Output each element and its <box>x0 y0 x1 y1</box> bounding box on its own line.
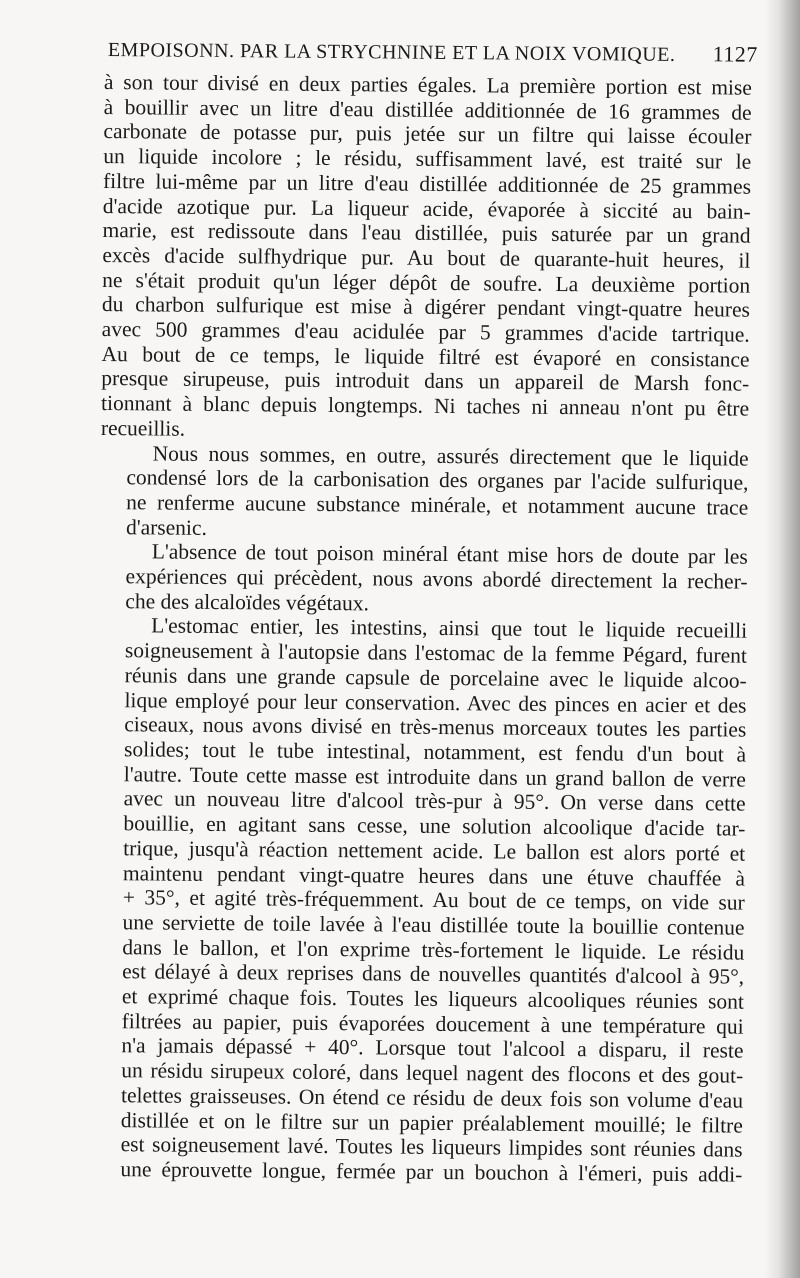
text-line: maintenu pendant vingt-quatre heures dans une étuve chauffée à <box>122 860 746 891</box>
text-line: bouillie, en agitant sans cesse, une solution alcoolique d'acide tar- <box>123 811 746 841</box>
text-line: expériences qui précèdent, nous avons abordé directement la recher- <box>125 564 748 594</box>
text-line: Nous nous sommes, en outre, assurés directement que le liquide <box>152 440 749 471</box>
text-line: réunis dans une grande capsule de porcelaine avec le liquide alcoo- <box>124 663 747 693</box>
text-line: ciseaux, nous avons divisé en très-menus morceaux toutes les parties <box>124 712 747 742</box>
text-line: à bouillir avec un litre d'eau distillée additionnée de 16 grammes de <box>103 94 752 125</box>
text-line: du charbon sulfurique est mise à digérer pendant vingt-quatre heures <box>101 292 751 322</box>
page-number: 1127 <box>712 41 758 67</box>
text-line: distillée et on le filtre sur un papier préalablement mouillé; le filtre <box>120 1107 743 1138</box>
paragraph <box>99 539 748 619</box>
text-line: d'acide azotique pur. La liqueur acide, évaporée à siccité au bain- <box>102 193 751 224</box>
text-line: un liquide incolore ; le résidu, suffisamment lavé, est traité sur le <box>103 144 752 174</box>
text-line: condensé lors de la carbonisation des organes par l'acide sulfurique, <box>126 465 749 495</box>
text-line: carbonate de potasse pur, puis jetée sur un filtre qui laisse écouler <box>103 119 752 150</box>
paragraph <box>101 70 752 446</box>
text-line: L'estomac entier, les intestins, ainsi que tout le liquide recueilli <box>151 613 748 644</box>
text-line: à son tour divisé en deux parties égales. La première portion est mise <box>103 70 752 100</box>
text-line: dans le ballon, et l'on exprime très-fortement le liquide. Le résidu <box>122 934 745 965</box>
text-line: une éprouvette longue, fermée par un bouchon à l'émeri, puis addi- <box>120 1157 743 1187</box>
text-line: trique, jusqu'à réaction nettement acide. Le ballon est alors porté et <box>123 835 746 866</box>
text-line: une serviette de toile lavée à l'eau distillée toute la bouillie contenue <box>122 910 745 940</box>
text-line: est délayé à deux reprises dans de nouvelles quantités d'alcool à 95°, <box>122 959 745 989</box>
paragraph <box>100 441 749 545</box>
text-line: ne renferme aucune substance minérale, et notamment aucune trace <box>126 490 749 520</box>
text-line: filtrées au papier, puis évaporées doucement à une température qui <box>121 1008 744 1039</box>
text-line: tionnant à blanc depuis longtemps. Ni taches ni anneau n'ont pu être <box>100 391 750 421</box>
text-line: marie, est redissoute dans l'eau distillée, puis saturée par un grand <box>102 218 751 248</box>
text-line: solides; tout le tube intestinal, notamment, est fendu d'un bout à <box>123 737 747 767</box>
body-text <box>94 70 752 1187</box>
text-line: l'autre. Toute cette masse est introduite dans un grand ballon de verre <box>123 761 746 792</box>
text-line: avec 500 grammes d'eau acidulée par 5 grammes d'acide tartrique. <box>101 317 750 347</box>
text-line: avec un nouveau litre d'alcool très-pur à 95°. On verse dans cette <box>123 786 746 817</box>
text-line: filtre lui-même par un litre d'eau distillée additionnée de 25 grammes <box>102 168 752 199</box>
text-line: presque sirupeuse, puis introduit dans un appareil de Marsh fonc- <box>101 366 750 397</box>
text-line: et exprimé chaque fois. Toutes les liqueurs alcooliques réunies sont <box>121 984 744 1014</box>
text-line: d'arsenic. <box>125 514 208 540</box>
text-line: recueillis. <box>100 415 186 441</box>
text-line: L'absence de tout poison minéral étant mise hors de doute par les <box>151 539 748 569</box>
text-line: un résidu sirupeux coloré, dans lequel nagent des flocons et des gout- <box>121 1058 744 1088</box>
text-line: est soigneusement lavé. Toutes les liqueurs limpides sont réunies dans <box>120 1132 743 1162</box>
running-header <box>108 36 758 72</box>
text-line: + 35°, et agité très-fréquemment. Au bout de ce temps, on vide sur <box>122 885 745 915</box>
paragraph <box>94 613 747 1187</box>
text-line: ne s'était produit qu'un léger dépôt de soufre. La deuxième portion <box>102 267 751 298</box>
page-edge-shadow <box>764 0 800 1278</box>
text-line: lique employé pour leur conservation. Avec des pinces en acier et des <box>124 687 747 718</box>
text-line: telettes graisseuses. On étend ce résidu de deux fois son volume d'eau <box>120 1083 744 1113</box>
text-line: excès d'acide sulfhydrique pur. Au bout de quarante-huit heures, il <box>102 242 751 273</box>
text-line: soigneusement à l'autopsie dans l'estomac de la femme Pégard, furent <box>124 638 748 668</box>
text-line: n'a jamais dépassé + 40°. Lorsque tout l'alcool a disparu, il reste <box>121 1033 744 1064</box>
text-line: Au bout de ce temps, le liquide filtré est évaporé en consistance <box>101 341 750 372</box>
text-line: che des alcaloïdes végétaux. <box>125 588 370 616</box>
running-title: EMPOISONN. PAR LA STRYCHNINE ET LA NOIX VOMIQUE. <box>107 38 676 66</box>
